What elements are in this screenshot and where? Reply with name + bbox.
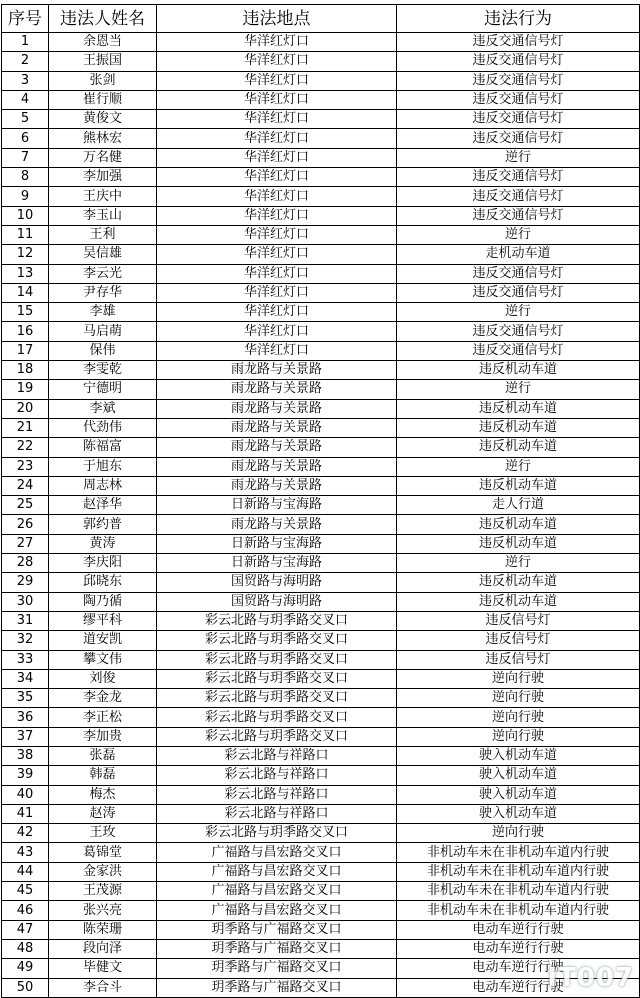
cell-violation: 逆行 <box>397 303 640 322</box>
cell-location: 雨龙路与关景路 <box>157 399 397 418</box>
header-violation: 违法行为 <box>397 5 640 33</box>
cell-location: 彩云北路与玥季路交叉口 <box>157 650 397 669</box>
cell-index: 31 <box>2 611 49 630</box>
cell-location: 玥季路与广福路交叉口 <box>157 920 397 939</box>
cell-location: 华洋红灯口 <box>157 187 397 206</box>
cell-name: 段向泽 <box>49 939 157 958</box>
cell-name: 攀文伟 <box>49 650 157 669</box>
cell-violation: 违反交通信号灯 <box>397 264 640 283</box>
cell-location: 彩云北路与祥路口 <box>157 785 397 804</box>
cell-index: 4 <box>2 90 49 109</box>
cell-location: 广福路与昌宏路交叉口 <box>157 843 397 862</box>
cell-violation: 违反交通信号灯 <box>397 129 640 148</box>
cell-name: 王利 <box>49 225 157 244</box>
table-row <box>2 129 640 148</box>
cell-name: 刘俊 <box>49 669 157 688</box>
table-row <box>2 245 640 264</box>
table-row <box>2 206 640 225</box>
table-row <box>2 283 640 302</box>
cell-name: 周志林 <box>49 476 157 495</box>
cell-index: 35 <box>2 689 49 708</box>
table-row <box>2 148 640 167</box>
cell-name: 熊林宏 <box>49 129 157 148</box>
cell-location: 雨龙路与关景路 <box>157 515 397 534</box>
cell-location: 广福路与昌宏路交叉口 <box>157 862 397 881</box>
cell-index: 38 <box>2 746 49 765</box>
cell-location: 华洋红灯口 <box>157 206 397 225</box>
cell-name: 王茂源 <box>49 882 157 901</box>
cell-violation: 逆向行驶 <box>397 824 640 843</box>
table-row <box>2 418 640 437</box>
cell-name: 余恩当 <box>49 33 157 52</box>
cell-index: 30 <box>2 592 49 611</box>
cell-name: 赵泽华 <box>49 496 157 515</box>
cell-index: 15 <box>2 303 49 322</box>
cell-name: 邱晓东 <box>49 573 157 592</box>
cell-location: 华洋红灯口 <box>157 264 397 283</box>
cell-violation: 违反机动车道 <box>397 399 640 418</box>
cell-name: 李金龙 <box>49 689 157 708</box>
cell-name: 葛锦堂 <box>49 843 157 862</box>
header-name: 违法人姓名 <box>49 5 157 33</box>
cell-violation: 逆行 <box>397 380 640 399</box>
cell-violation: 违反机动车道 <box>397 534 640 553</box>
cell-location: 华洋红灯口 <box>157 71 397 90</box>
table-row <box>2 534 640 553</box>
table-row <box>2 804 640 823</box>
cell-violation: 违反交通信号灯 <box>397 71 640 90</box>
cell-violation: 违反信号灯 <box>397 650 640 669</box>
cell-violation: 违反机动车道 <box>397 361 640 380</box>
cell-violation: 逆行 <box>397 457 640 476</box>
table-row <box>2 959 640 978</box>
table-row <box>2 785 640 804</box>
cell-violation: 逆向行驶 <box>397 669 640 688</box>
table-row <box>2 554 640 573</box>
cell-location: 华洋红灯口 <box>157 168 397 187</box>
cell-location: 华洋红灯口 <box>157 322 397 341</box>
cell-index: 16 <box>2 322 49 341</box>
table-row <box>2 689 640 708</box>
table-row <box>2 110 640 129</box>
cell-index: 32 <box>2 631 49 650</box>
table-row <box>2 264 640 283</box>
table-row <box>2 515 640 534</box>
cell-location: 广福路与昌宏路交叉口 <box>157 882 397 901</box>
cell-name: 张兴亮 <box>49 901 157 920</box>
header-row <box>2 5 640 33</box>
cell-index: 45 <box>2 882 49 901</box>
cell-violation: 违反机动车道 <box>397 515 640 534</box>
cell-index: 7 <box>2 148 49 167</box>
cell-name: 陈荣珊 <box>49 920 157 939</box>
cell-violation: 电动车逆行行驶 <box>397 920 640 939</box>
cell-index: 27 <box>2 534 49 553</box>
cell-violation: 违反交通信号灯 <box>397 206 640 225</box>
cell-index: 36 <box>2 708 49 727</box>
cell-name: 万名健 <box>49 148 157 167</box>
cell-index: 49 <box>2 959 49 978</box>
cell-name: 张剑 <box>49 71 157 90</box>
cell-violation: 违反交通信号灯 <box>397 187 640 206</box>
cell-violation: 电动车逆行行驶 <box>397 978 640 997</box>
cell-violation: 驶入机动车道 <box>397 746 640 765</box>
cell-violation: 违反机动车道 <box>397 476 640 495</box>
table-row <box>2 399 640 418</box>
cell-name: 梅杰 <box>49 785 157 804</box>
cell-violation: 走机动车道 <box>397 245 640 264</box>
table-row <box>2 361 640 380</box>
table-row <box>2 187 640 206</box>
cell-name: 李雯乾 <box>49 361 157 380</box>
cell-location: 华洋红灯口 <box>157 33 397 52</box>
cell-index: 23 <box>2 457 49 476</box>
cell-location: 彩云北路与玥季路交叉口 <box>157 611 397 630</box>
cell-index: 42 <box>2 824 49 843</box>
cell-name: 马启萌 <box>49 322 157 341</box>
cell-location: 玥季路与广福路交叉口 <box>157 939 397 958</box>
cell-location: 雨龙路与关景路 <box>157 457 397 476</box>
cell-name: 李正松 <box>49 708 157 727</box>
violations-table <box>1 4 640 998</box>
cell-name: 黄涛 <box>49 534 157 553</box>
table-row <box>2 476 640 495</box>
cell-index: 25 <box>2 496 49 515</box>
cell-location: 日新路与宝海路 <box>157 554 397 573</box>
cell-name: 毕健文 <box>49 959 157 978</box>
cell-location: 广福路与昌宏路交叉口 <box>157 901 397 920</box>
cell-location: 雨龙路与关景路 <box>157 361 397 380</box>
table-row <box>2 168 640 187</box>
cell-location: 雨龙路与关景路 <box>157 418 397 437</box>
cell-index: 14 <box>2 283 49 302</box>
cell-location: 华洋红灯口 <box>157 52 397 71</box>
cell-location: 彩云北路与玥季路交叉口 <box>157 669 397 688</box>
table-row <box>2 592 640 611</box>
cell-location: 国贸路与海明路 <box>157 573 397 592</box>
cell-index: 37 <box>2 727 49 746</box>
cell-index: 1 <box>2 33 49 52</box>
cell-index: 40 <box>2 785 49 804</box>
cell-name: 陈福富 <box>49 438 157 457</box>
cell-location: 华洋红灯口 <box>157 283 397 302</box>
cell-violation: 违反交通信号灯 <box>397 341 640 360</box>
table-row <box>2 33 640 52</box>
cell-location: 华洋红灯口 <box>157 225 397 244</box>
cell-violation: 违反交通信号灯 <box>397 33 640 52</box>
cell-location: 彩云北路与祥路口 <box>157 766 397 785</box>
cell-index: 44 <box>2 862 49 881</box>
cell-index: 8 <box>2 168 49 187</box>
cell-index: 19 <box>2 380 49 399</box>
cell-location: 日新路与宝海路 <box>157 496 397 515</box>
cell-name: 李合斗 <box>49 978 157 997</box>
cell-violation: 违反机动车道 <box>397 592 640 611</box>
cell-name: 吴信雄 <box>49 245 157 264</box>
table-row <box>2 457 640 476</box>
cell-location: 彩云北路与玥季路交叉口 <box>157 708 397 727</box>
cell-index: 3 <box>2 71 49 90</box>
cell-index: 11 <box>2 225 49 244</box>
cell-index: 46 <box>2 901 49 920</box>
cell-name: 张磊 <box>49 746 157 765</box>
cell-name: 李云光 <box>49 264 157 283</box>
cell-index: 48 <box>2 939 49 958</box>
cell-violation: 逆行 <box>397 225 640 244</box>
cell-name: 黄俊文 <box>49 110 157 129</box>
cell-location: 华洋红灯口 <box>157 303 397 322</box>
table-row <box>2 978 640 997</box>
table-row <box>2 341 640 360</box>
cell-violation: 违反机动车道 <box>397 438 640 457</box>
cell-name: 赵涛 <box>49 804 157 823</box>
cell-violation: 违反交通信号灯 <box>397 110 640 129</box>
header-index: 序号 <box>2 5 49 33</box>
table-row <box>2 824 640 843</box>
cell-index: 28 <box>2 554 49 573</box>
cell-name: 保伟 <box>49 341 157 360</box>
cell-location: 雨龙路与关景路 <box>157 476 397 495</box>
cell-name: 郭约普 <box>49 515 157 534</box>
table-row <box>2 650 640 669</box>
cell-location: 日新路与宝海路 <box>157 534 397 553</box>
table-row <box>2 90 640 109</box>
cell-violation: 违反交通信号灯 <box>397 322 640 341</box>
cell-name: 金家洪 <box>49 862 157 881</box>
cell-index: 6 <box>2 129 49 148</box>
cell-index: 13 <box>2 264 49 283</box>
cell-violation: 电动车逆行行驶 <box>397 939 640 958</box>
cell-location: 华洋红灯口 <box>157 129 397 148</box>
cell-violation: 违反交通信号灯 <box>397 52 640 71</box>
cell-name: 宁德明 <box>49 380 157 399</box>
cell-location: 彩云北路与玥季路交叉口 <box>157 631 397 650</box>
cell-index: 10 <box>2 206 49 225</box>
cell-index: 39 <box>2 766 49 785</box>
cell-index: 12 <box>2 245 49 264</box>
cell-index: 20 <box>2 399 49 418</box>
cell-location: 华洋红灯口 <box>157 148 397 167</box>
cell-index: 9 <box>2 187 49 206</box>
header-location: 违法地点 <box>157 5 397 33</box>
cell-violation: 非机动车未在非机动车道内行驶 <box>397 862 640 881</box>
table-row <box>2 71 640 90</box>
table-row <box>2 708 640 727</box>
cell-index: 50 <box>2 978 49 997</box>
table-row <box>2 766 640 785</box>
cell-index: 17 <box>2 341 49 360</box>
cell-index: 24 <box>2 476 49 495</box>
table-row <box>2 496 640 515</box>
cell-name: 李庆阳 <box>49 554 157 573</box>
cell-location: 彩云北路与祥路口 <box>157 804 397 823</box>
table-row <box>2 438 640 457</box>
cell-index: 33 <box>2 650 49 669</box>
cell-violation: 驶入机动车道 <box>397 766 640 785</box>
cell-name: 李斌 <box>49 399 157 418</box>
cell-location: 玥季路与广福路交叉口 <box>157 959 397 978</box>
cell-index: 43 <box>2 843 49 862</box>
cell-name: 崔行顺 <box>49 90 157 109</box>
cell-location: 彩云北路与祥路口 <box>157 746 397 765</box>
cell-name: 道安凯 <box>49 631 157 650</box>
cell-violation: 非机动车未在非机动车道内行驶 <box>397 882 640 901</box>
cell-location: 华洋红灯口 <box>157 110 397 129</box>
cell-name: 尹存华 <box>49 283 157 302</box>
cell-violation: 逆向行驶 <box>397 689 640 708</box>
table-row <box>2 901 640 920</box>
cell-name: 陶乃循 <box>49 592 157 611</box>
cell-name: 王振国 <box>49 52 157 71</box>
cell-name: 李加贵 <box>49 727 157 746</box>
cell-index: 34 <box>2 669 49 688</box>
cell-location: 玥季路与广福路交叉口 <box>157 978 397 997</box>
cell-name: 李玉山 <box>49 206 157 225</box>
cell-index: 18 <box>2 361 49 380</box>
table-row <box>2 573 640 592</box>
cell-index: 26 <box>2 515 49 534</box>
table-row <box>2 882 640 901</box>
cell-location: 雨龙路与关景路 <box>157 380 397 399</box>
table-row <box>2 669 640 688</box>
cell-name: 李雄 <box>49 303 157 322</box>
cell-location: 彩云北路与玥季路交叉口 <box>157 727 397 746</box>
table-row <box>2 746 640 765</box>
cell-violation: 违反交通信号灯 <box>397 283 640 302</box>
cell-name: 王玫 <box>49 824 157 843</box>
table-row <box>2 303 640 322</box>
table-row <box>2 920 640 939</box>
cell-violation: 违反机动车道 <box>397 418 640 437</box>
cell-violation: 逆向行驶 <box>397 708 640 727</box>
cell-violation: 违反信号灯 <box>397 631 640 650</box>
cell-location: 华洋红灯口 <box>157 245 397 264</box>
table-body <box>2 33 640 998</box>
table-row <box>2 225 640 244</box>
cell-name: 于旭东 <box>49 457 157 476</box>
cell-violation: 驶入机动车道 <box>397 804 640 823</box>
cell-name: 王庆中 <box>49 187 157 206</box>
cell-location: 华洋红灯口 <box>157 341 397 360</box>
table-row <box>2 631 640 650</box>
cell-violation: 驶入机动车道 <box>397 785 640 804</box>
cell-violation: 电动车逆行行驶 <box>397 959 640 978</box>
cell-index: 29 <box>2 573 49 592</box>
table-row <box>2 52 640 71</box>
cell-violation: 违反交通信号灯 <box>397 168 640 187</box>
cell-index: 5 <box>2 110 49 129</box>
table-row <box>2 611 640 630</box>
cell-name: 韩磊 <box>49 766 157 785</box>
cell-violation: 逆行 <box>397 554 640 573</box>
cell-name: 代劲伟 <box>49 418 157 437</box>
cell-index: 41 <box>2 804 49 823</box>
table-row <box>2 322 640 341</box>
cell-location: 国贸路与海明路 <box>157 592 397 611</box>
table-row <box>2 843 640 862</box>
table-row <box>2 380 640 399</box>
cell-violation: 逆行 <box>397 148 640 167</box>
cell-location: 彩云北路与玥季路交叉口 <box>157 689 397 708</box>
cell-violation: 违反交通信号灯 <box>397 90 640 109</box>
cell-index: 21 <box>2 418 49 437</box>
cell-violation: 非机动车未在非机动车道内行驶 <box>397 901 640 920</box>
cell-location: 彩云北路与玥季路交叉口 <box>157 824 397 843</box>
cell-location: 华洋红灯口 <box>157 90 397 109</box>
cell-violation: 违反机动车道 <box>397 573 640 592</box>
cell-index: 2 <box>2 52 49 71</box>
cell-violation: 走人行道 <box>397 496 640 515</box>
cell-index: 22 <box>2 438 49 457</box>
watermark-logo: IT007 <box>547 963 634 993</box>
cell-name: 李加强 <box>49 168 157 187</box>
cell-index: 47 <box>2 920 49 939</box>
cell-location: 雨龙路与关景路 <box>157 438 397 457</box>
cell-violation: 违反信号灯 <box>397 611 640 630</box>
table-row <box>2 727 640 746</box>
cell-violation: 非机动车未在非机动车道内行驶 <box>397 843 640 862</box>
cell-violation: 逆向行驶 <box>397 727 640 746</box>
cell-name: 缪平科 <box>49 611 157 630</box>
table-row <box>2 939 640 958</box>
table-row <box>2 862 640 881</box>
